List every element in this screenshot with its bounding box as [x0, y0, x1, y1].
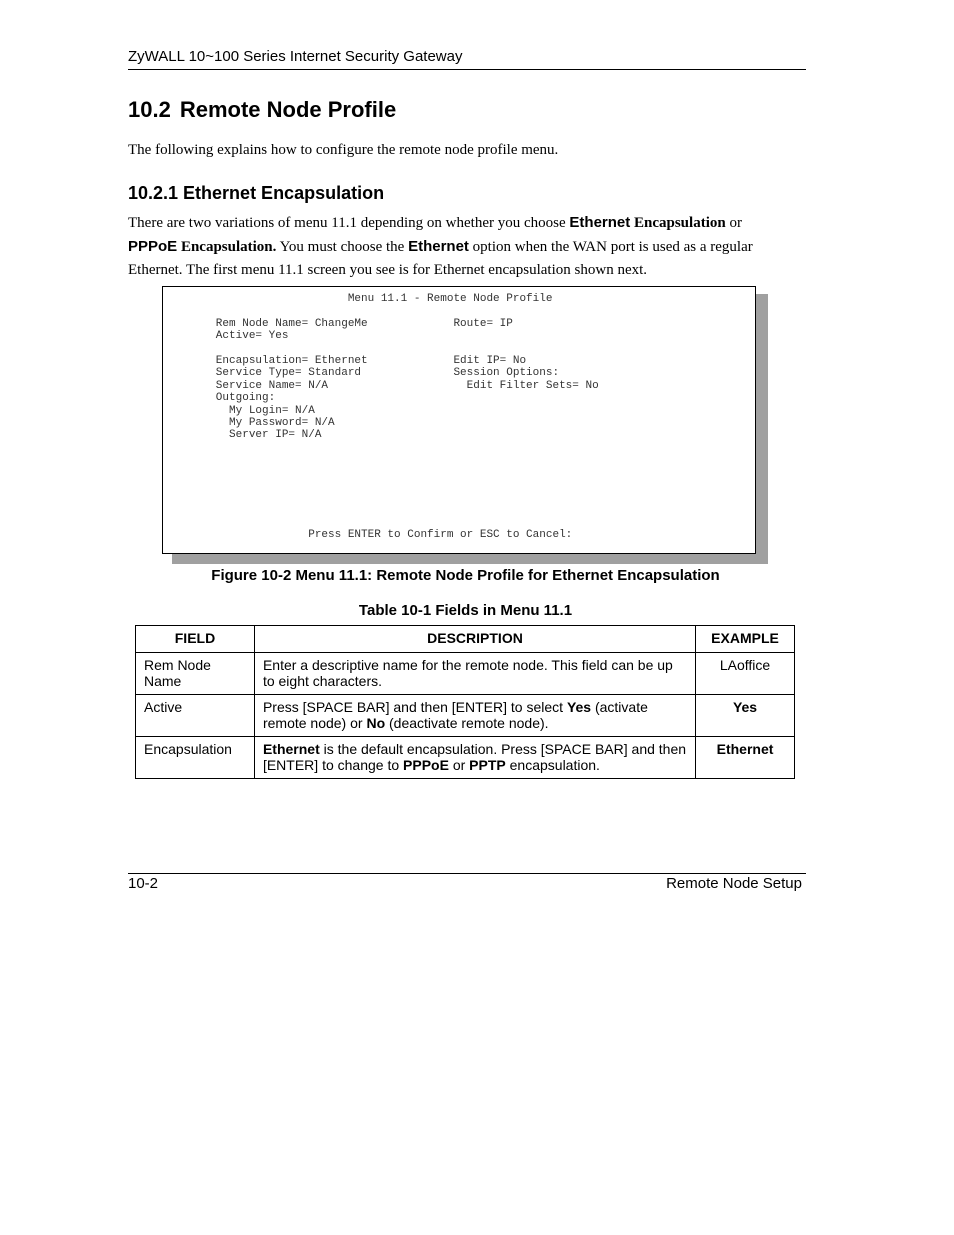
- row-example: Yes: [696, 695, 795, 737]
- desc-bold: PPTP: [469, 757, 506, 773]
- desc-text: or: [448, 757, 470, 773]
- desc-text: is the default encapsulation. Press [SPACE BAR] and then [ENTER] to change to: [262, 741, 687, 773]
- section-number: 10.2: [128, 97, 171, 122]
- table-caption: Table 10-1 Fields in Menu 11.1: [358, 602, 573, 619]
- desc-text: Enter a descriptive name for the remote node. This field can be up to eight characters.: [262, 657, 673, 689]
- desc-bold: No: [366, 715, 386, 731]
- section-title-text: Remote Node Profile: [179, 97, 397, 122]
- desc-text: Press [SPACE BAR] and then [ENTER] to select: [262, 699, 567, 715]
- intro-paragraph: The following explains how to configure the remote node profile menu.: [128, 142, 559, 158]
- header-example: EXAMPLE: [696, 626, 795, 653]
- body-paragraph: [128, 211, 808, 282]
- desc-bold: Yes: [566, 699, 592, 715]
- subsection-title: 10.2.1 Ethernet Encapsulation: [128, 183, 385, 203]
- figure-caption: Figure 10-2 Menu 11.1: Remote Node Profile for Ethernet Encapsulation: [211, 567, 720, 584]
- body-bold-encapsulation-2: Encapsulation.: [177, 239, 277, 255]
- table-row: [136, 737, 795, 779]
- section-title: [128, 97, 396, 123]
- body-bold-encapsulation-1: Encapsulation: [630, 215, 726, 231]
- row-field: Rem Node Name: [136, 653, 255, 695]
- desc-text: (deactivate remote node).: [385, 715, 549, 731]
- running-header: ZyWALL 10~100 Series Internet Security Gateway: [128, 48, 463, 65]
- body-bold-ethernet-1: Ethernet: [569, 214, 631, 231]
- desc-text: (activate remote node) or: [262, 699, 648, 731]
- footer-chapter: Remote Node Setup: [666, 875, 802, 892]
- table-row: [136, 695, 795, 737]
- body-text-4: option when the WAN port is used as a regular Ethernet. The first menu 11.1 screen you see is for Ethernet encapsulation shown next.: [128, 239, 753, 278]
- footer-page-number: 10-2: [128, 875, 159, 892]
- row-field: Active: [136, 695, 255, 737]
- header-field: FIELD: [136, 626, 255, 653]
- body-bold-ethernet-2: Ethernet: [408, 238, 469, 255]
- row-field: Encapsulation: [136, 737, 255, 779]
- row-example: Ethernet: [696, 737, 795, 779]
- desc-bold: Ethernet: [262, 741, 320, 757]
- header-description: DESCRIPTION: [254, 626, 695, 653]
- desc-text: encapsulation.: [505, 757, 600, 773]
- row-description: [254, 737, 695, 779]
- body-bold-pppoe: PPPoE: [128, 238, 178, 255]
- row-description: [254, 695, 695, 737]
- body-text-2: or: [725, 215, 742, 231]
- terminal-text: Menu 11.1 - Remote Node Profile Rem Node Name= ChangeMe Route= IP Active= Yes Encapsulation= Ethernet Edit IP= No Service Type= Standard Session Options: Service Name= N/A Edit Filter Sets= No Outgoing: My Login= N/A My Password= N/A Server IP= N/A Press ENTER to Confirm or ESC to Cancel:: [215, 293, 599, 541]
- body-text-1: There are two variations of menu 11.1 depending on whether you choose: [128, 215, 570, 231]
- footer-rule: [128, 873, 806, 874]
- body-text-3: You must choose the: [276, 239, 409, 255]
- terminal-screen: [162, 286, 756, 554]
- table-header-row: [136, 626, 795, 653]
- header-rule: [128, 69, 806, 70]
- table-row: [136, 653, 795, 695]
- fields-table: [135, 625, 795, 779]
- desc-bold: PPPoE: [403, 757, 449, 773]
- row-example: LAoffice: [696, 653, 795, 695]
- row-description: [254, 653, 695, 695]
